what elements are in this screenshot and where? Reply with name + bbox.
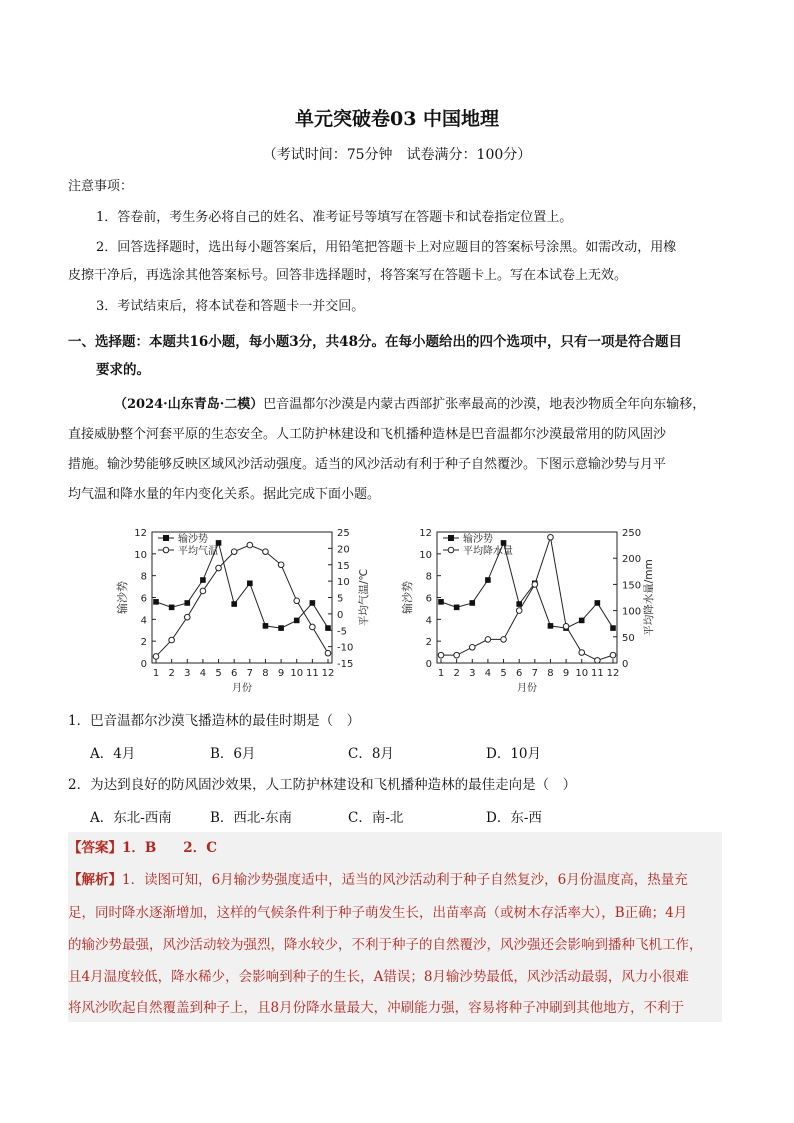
x-tick-label: 7	[531, 668, 539, 679]
answer-text: 1．B 2．C	[122, 840, 217, 856]
data-point-square	[454, 605, 460, 611]
left-tick-label: 2	[425, 637, 432, 649]
legend-marker-square	[163, 535, 169, 541]
x-tick-label: 7	[246, 668, 254, 679]
right-tick-label: 200	[622, 554, 642, 566]
chart-precipitation	[395, 518, 665, 696]
data-point-square	[263, 623, 269, 629]
data-point-square	[595, 600, 601, 606]
data-point-circle	[532, 582, 538, 588]
exam-info: （考试时间：75分钟 试卷满分：100分）	[262, 147, 532, 163]
data-point-circle	[216, 565, 222, 571]
left-tick-label: 6	[140, 593, 147, 605]
x-tick-label: 8	[547, 668, 554, 679]
legend-marker-circle	[448, 547, 454, 553]
x-tick-label: 6	[230, 668, 238, 679]
x-tick-label: 9	[562, 668, 570, 679]
notice-heading: 注意事项：	[68, 179, 134, 194]
passage-line2: 直接威胁整个河套平原的生态安全。人工防护林建设和飞机播种造林是巴音温都尔沙漠最常用的防风固沙	[68, 427, 667, 442]
legend-label: 输沙势	[178, 534, 208, 545]
right-tick-label: -10	[337, 642, 354, 654]
data-point-square	[231, 601, 237, 607]
data-point-circle	[485, 637, 491, 643]
left-tick-label: 8	[425, 571, 432, 583]
answer-label: 【答案】	[68, 840, 122, 856]
left-tick-label: 10	[134, 549, 147, 561]
left-tick-label: 0	[140, 659, 147, 670]
legend-marker-square	[448, 535, 454, 541]
data-point-circle	[294, 598, 300, 604]
left-tick-label: 8	[140, 571, 147, 583]
x-tick-label: 10	[290, 668, 304, 679]
analysis-label: 【解析】	[68, 872, 122, 888]
left-tick-label: 0	[425, 659, 432, 670]
left-axis-label: 输沙势	[401, 581, 414, 614]
x-tick-label: 12	[321, 668, 335, 679]
legend-marker-circle	[163, 547, 169, 553]
data-point-circle	[516, 608, 522, 614]
data-point-square	[184, 600, 190, 606]
left-tick-label: 12	[419, 528, 432, 539]
data-point-square	[579, 618, 585, 624]
analysis-line5: 将风沙吹起自然覆盖到种子上，且8月份降水量最大，冲刷能力强，容易将种子冲刷到其他地方，不利于	[68, 1000, 685, 1016]
q1-option-a[interactable]: A．4月	[90, 746, 136, 762]
data-point-square	[325, 625, 331, 631]
right-tick-label: 20	[337, 544, 350, 556]
q2-option-a[interactable]: A．东北-西南	[90, 810, 172, 826]
page-title: 单元突破卷03 中国地理	[294, 108, 500, 130]
data-point-square	[548, 623, 554, 629]
answer-line	[68, 838, 217, 858]
data-point-square	[310, 600, 316, 606]
legend-label: 平均降水量	[463, 546, 513, 557]
data-point-square	[278, 625, 284, 631]
x-tick-label: 5	[215, 668, 222, 679]
data-point-square	[247, 581, 253, 587]
legend-label: 输沙势	[463, 534, 493, 545]
data-point-square	[438, 599, 444, 605]
right-tick-label: 100	[622, 606, 642, 618]
right-tick-label: 150	[622, 580, 642, 592]
data-point-circle	[610, 652, 616, 658]
x-tick-label: 11	[305, 668, 319, 679]
right-axis-label: 平均降水量/mm	[643, 559, 655, 636]
data-point-circle	[579, 650, 585, 656]
x-tick-label: 3	[184, 668, 191, 679]
x-tick-label: 8	[262, 668, 269, 679]
analysis-line1-text: 1．读图可知，6月输沙势强度适中，适当的风沙活动利于种子自然复沙，6月份温度高，热量充	[122, 872, 688, 888]
right-tick-label: -5	[337, 626, 347, 638]
data-point-square	[610, 625, 616, 631]
x-tick-label: 9	[277, 668, 285, 679]
x-axis-label: 月份	[517, 683, 537, 694]
data-point-circle	[247, 542, 253, 548]
data-point-circle	[200, 588, 206, 594]
left-axis-label: 输沙势	[116, 581, 129, 614]
x-tick-label: 4	[199, 668, 207, 679]
right-tick-label: 50	[622, 632, 635, 644]
analysis-line1	[68, 870, 688, 890]
x-tick-label: 11	[590, 668, 604, 679]
analysis-line3: 的输沙势最强，风沙活动较为强烈，降水较少，不利于种子的自然覆沙，风沙强还会影响到播种飞机工作，	[68, 937, 703, 953]
right-tick-label: 15	[337, 560, 350, 572]
data-point-square	[485, 577, 491, 583]
data-point-circle	[595, 658, 601, 664]
data-point-square	[153, 599, 159, 605]
left-tick-label: 4	[140, 615, 147, 627]
data-point-square	[169, 605, 175, 611]
answer-panel	[68, 832, 722, 1022]
data-point-circle	[310, 624, 316, 630]
data-point-circle	[184, 614, 190, 620]
x-tick-label: 1	[437, 668, 445, 679]
x-tick-label: 5	[500, 668, 507, 679]
data-point-circle	[263, 549, 269, 555]
data-point-square	[516, 601, 522, 607]
left-tick-label: 4	[425, 615, 432, 627]
data-point-square	[216, 540, 222, 546]
data-point-square	[501, 540, 507, 546]
right-tick-label: 250	[622, 528, 642, 539]
x-tick-label: 3	[469, 668, 476, 679]
data-point-circle	[438, 652, 444, 658]
data-point-square	[294, 618, 300, 624]
legend-label: 平均气温	[178, 546, 218, 557]
data-point-circle	[278, 562, 284, 568]
data-point-circle	[563, 624, 569, 630]
section-heading-line2: 要求的。	[96, 362, 150, 378]
notice-item-2b: 皮擦干净后，再选涂其他答案标号。回答非选择题时，将答案写在答题卡上。写在本试卷上无效。	[68, 268, 628, 283]
passage-line3: 措施。输沙势能够反映区域风沙活动强度。适当的风沙活动有利于种子自然覆沙。下图示意输沙势与月平	[68, 457, 667, 472]
left-tick-label: 2	[140, 637, 147, 649]
right-tick-label: -15	[337, 659, 354, 670]
right-tick-label: 5	[337, 593, 344, 605]
analysis-line2: 足，同时降水逐渐增加，这样的气候条件利于种子萌发生长，出苗率高（或树木存活率大），B正确；4月	[68, 905, 688, 921]
x-tick-label: 12	[606, 668, 620, 679]
x-axis-label: 月份	[232, 683, 252, 694]
left-tick-label: 6	[425, 593, 432, 605]
notice-item-1: 1．答卷前，考生务必将自己的姓名、准考证号等填写在答题卡和试卷指定位置上。	[96, 210, 573, 225]
q1-option-d[interactable]: D．10月	[486, 746, 542, 762]
q2-option-c[interactable]: C．南-北	[348, 810, 404, 826]
q1-option-b[interactable]: B．6月	[210, 746, 256, 762]
notice-item-3: 3．考试结束后，将本试卷和答题卡一并交回。	[96, 299, 365, 314]
data-point-circle	[153, 654, 159, 660]
x-tick-label: 2	[453, 668, 460, 679]
question-2-stem: 2．为达到良好的防风固沙效果，人工防护林建设和飞机播种造林的最佳走向是（ ）	[68, 777, 577, 793]
right-tick-label: 0	[337, 609, 344, 621]
right-tick-label: 0	[622, 659, 629, 670]
question-1-stem: 1．巴音温都尔沙漠飞播造林的最佳时期是（ ）	[68, 713, 361, 729]
passage-source: （2024·山东青岛·二模）	[114, 397, 264, 412]
x-tick-label: 1	[152, 668, 160, 679]
left-tick-label: 12	[134, 528, 147, 539]
q2-option-d[interactable]: D．东-西	[486, 810, 542, 826]
right-tick-label: 25	[337, 528, 350, 539]
data-point-square	[469, 600, 475, 606]
chart-temperature	[110, 518, 380, 696]
passage-line1-text: 巴音温都尔沙漠是内蒙古西部扩张率最高的沙漠，地表沙物质全年向东输移，	[263, 397, 706, 412]
data-point-circle	[325, 650, 331, 656]
x-tick-label: 10	[575, 668, 589, 679]
data-point-circle	[548, 534, 554, 540]
passage-line4: 均气温和降水量的年内变化关系。据此完成下面小题。	[68, 487, 381, 502]
data-point-square	[200, 577, 206, 583]
x-tick-label: 4	[484, 668, 492, 679]
x-tick-label: 2	[168, 668, 175, 679]
series-line-1	[156, 545, 328, 656]
data-point-circle	[231, 549, 237, 555]
notice-item-2a: 2．回答选择题时，选出每小题答案后，用铅笔把答题卡上对应题目的答案标号涂黑。如需改动，用橡	[96, 240, 677, 255]
left-tick-label: 10	[419, 549, 432, 561]
passage-line1	[114, 395, 705, 415]
data-point-circle	[469, 644, 475, 650]
analysis-line4: 且4月温度较低，降水稀少，会影响到种子的生长，A错误；8月输沙势最低，风沙活动最弱，风力小很难	[68, 969, 689, 985]
data-point-circle	[501, 637, 507, 643]
data-point-circle	[454, 652, 460, 658]
data-point-circle	[169, 637, 175, 643]
right-tick-label: 10	[337, 577, 350, 589]
q2-option-b[interactable]: B．西北-东南	[210, 810, 292, 826]
section-heading-line1: 一、选择题：本题共16小题，每小题3分，共48分。在每小题给出的四个选项中，只有一项是符合题目	[68, 334, 682, 350]
right-axis-label: 平均气温/℃	[358, 568, 370, 627]
q1-option-c[interactable]: C．8月	[348, 746, 394, 762]
x-tick-label: 6	[515, 668, 523, 679]
